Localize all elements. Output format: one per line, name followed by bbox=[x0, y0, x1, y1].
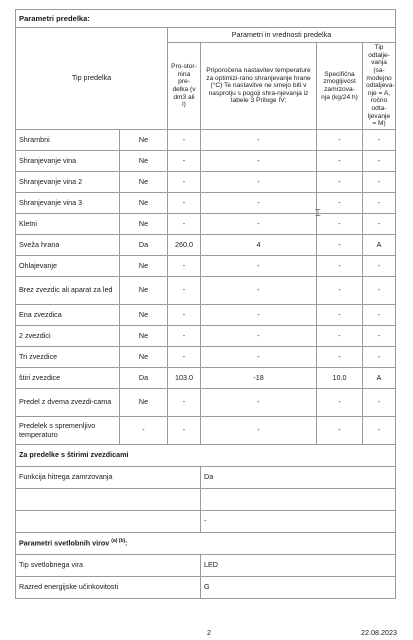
compartment-temperature: - bbox=[201, 151, 317, 172]
defrost-type-header: Tip odtalje-vanja (sa-modejno odtaljeva-nje = A, ročno odta-ljevanje = M) bbox=[363, 43, 396, 130]
compartment-temperature: -18 bbox=[201, 368, 317, 389]
table-row bbox=[16, 533, 396, 555]
compartment-name: Tri zvezdice bbox=[16, 347, 120, 368]
compartment-volume: - bbox=[168, 417, 201, 445]
compartment-name: Shranjevanje vina bbox=[16, 151, 120, 172]
compartment-defrost: - bbox=[363, 326, 396, 347]
table-row bbox=[16, 555, 396, 577]
table-row bbox=[16, 214, 396, 235]
light-type-value: LED bbox=[201, 555, 396, 577]
compartment-temperature: - bbox=[201, 305, 317, 326]
compartment-present: Ne bbox=[120, 389, 168, 417]
compartment-name: Kletni bbox=[16, 214, 120, 235]
table-row bbox=[16, 172, 396, 193]
params-values-header: Parametri in vrednosti predelka bbox=[168, 28, 396, 43]
compartment-present: Ne bbox=[120, 214, 168, 235]
freezing-capacity-header: Specifična zmogljivost zamrzova-nja (kg/24 h) bbox=[317, 43, 363, 130]
compartment-volume: 260.0 bbox=[168, 235, 201, 256]
table-row bbox=[16, 577, 396, 599]
blank-value-2: - bbox=[201, 511, 396, 533]
blank-label-2 bbox=[16, 511, 201, 533]
compartment-freezing-capacity: - bbox=[317, 347, 363, 368]
compartment-temperature: - bbox=[201, 326, 317, 347]
table-row bbox=[16, 151, 396, 172]
compartment-temperature: - bbox=[201, 130, 317, 151]
blank-label bbox=[16, 489, 201, 511]
compartment-present: Ne bbox=[120, 277, 168, 305]
compartment-type-header: Tip predelka bbox=[16, 28, 168, 130]
volume-header: Pro-stor-nina pre-delka (v dm3 ali l) bbox=[168, 43, 201, 130]
compartment-defrost: - bbox=[363, 347, 396, 368]
compartment-name: Shranjevanje vina 3 bbox=[16, 193, 120, 214]
compartment-freezing-capacity: - bbox=[317, 151, 363, 172]
compartment-defrost: - bbox=[363, 130, 396, 151]
text-cursor-icon: ⌶ bbox=[315, 208, 321, 219]
compartment-defrost: A bbox=[363, 368, 396, 389]
compartment-volume: - bbox=[168, 256, 201, 277]
compartment-defrost: - bbox=[363, 172, 396, 193]
table-row bbox=[16, 256, 396, 277]
compartment-volume: - bbox=[168, 326, 201, 347]
table-row bbox=[16, 326, 396, 347]
compartment-name: Ena zvezdica bbox=[16, 305, 120, 326]
compartment-volume: - bbox=[168, 172, 201, 193]
compartment-volume: - bbox=[168, 214, 201, 235]
table-row bbox=[16, 305, 396, 326]
compartment-volume: - bbox=[168, 305, 201, 326]
compartment-params-title: Parametri predelka: bbox=[16, 10, 396, 28]
table-row bbox=[16, 235, 396, 256]
compartment-freezing-capacity: - bbox=[317, 193, 363, 214]
compartment-present: Ne bbox=[120, 193, 168, 214]
compartment-volume: - bbox=[168, 130, 201, 151]
compartment-present: Ne bbox=[120, 256, 168, 277]
compartment-present: Ne bbox=[120, 151, 168, 172]
compartment-temperature: - bbox=[201, 172, 317, 193]
footnote-marks: (a) (b) bbox=[111, 538, 126, 545]
compartment-name: Predel z dvema zvezdi-cama bbox=[16, 389, 120, 417]
compartment-name: Sveža hrana bbox=[16, 235, 120, 256]
compartment-present: Ne bbox=[120, 172, 168, 193]
compartment-temperature: - bbox=[201, 417, 317, 445]
table-row bbox=[16, 511, 396, 533]
table-row bbox=[16, 277, 396, 305]
compartment-present: Ne bbox=[120, 347, 168, 368]
table-row bbox=[16, 193, 396, 214]
table-row bbox=[16, 467, 396, 489]
compartment-defrost: - bbox=[363, 193, 396, 214]
compartment-freezing-capacity: - bbox=[317, 256, 363, 277]
energy-class-label: Razred energijske učinkovitosti bbox=[16, 577, 201, 599]
table-row bbox=[16, 347, 396, 368]
compartment-defrost: - bbox=[363, 214, 396, 235]
compartment-present: Ne bbox=[120, 326, 168, 347]
table-row bbox=[16, 489, 396, 511]
table-row bbox=[16, 130, 396, 151]
compartment-freezing-capacity: - bbox=[317, 235, 363, 256]
compartment-freezing-capacity: - bbox=[317, 214, 363, 235]
compartment-present: Da bbox=[120, 235, 168, 256]
compartment-temperature: 4 bbox=[201, 235, 317, 256]
product-parameters-table bbox=[15, 9, 396, 599]
compartment-freezing-capacity: - bbox=[317, 389, 363, 417]
compartment-defrost: - bbox=[363, 256, 396, 277]
page-number: 2 bbox=[207, 628, 211, 637]
compartment-temperature: - bbox=[201, 214, 317, 235]
compartment-volume: - bbox=[168, 347, 201, 368]
compartment-present: - bbox=[120, 417, 168, 445]
blank-value bbox=[201, 489, 396, 511]
document-date: 22.08.2023 bbox=[361, 628, 397, 637]
compartment-temperature: - bbox=[201, 256, 317, 277]
compartment-temperature: - bbox=[201, 193, 317, 214]
compartment-temperature: - bbox=[201, 347, 317, 368]
compartment-freezing-capacity: - bbox=[317, 277, 363, 305]
compartment-freezing-capacity: - bbox=[317, 417, 363, 445]
table-row bbox=[16, 417, 396, 445]
compartment-freezing-capacity: - bbox=[317, 172, 363, 193]
table-row bbox=[16, 445, 396, 467]
compartment-freezing-capacity: - bbox=[317, 130, 363, 151]
table-row bbox=[16, 389, 396, 417]
compartment-name: Predelek s spremenljivo temperaturo bbox=[16, 417, 120, 445]
energy-class-value: G bbox=[201, 577, 396, 599]
compartment-defrost: - bbox=[363, 389, 396, 417]
compartment-defrost: - bbox=[363, 417, 396, 445]
compartment-freezing-capacity: - bbox=[317, 326, 363, 347]
compartment-name: Shranjevanje vina 2 bbox=[16, 172, 120, 193]
fast-freeze-label: Funkcija hitrega zamrzovanja bbox=[16, 467, 201, 489]
compartment-name: štiri zvezdice bbox=[16, 368, 120, 389]
compartment-temperature: - bbox=[201, 389, 317, 417]
compartment-volume: - bbox=[168, 193, 201, 214]
compartment-name: Brez zvezdic ali aparat za led bbox=[16, 277, 120, 305]
four-star-section-title: Za predelke s štirimi zvezdicami bbox=[16, 445, 396, 467]
compartment-defrost: - bbox=[363, 305, 396, 326]
compartment-present: Ne bbox=[120, 305, 168, 326]
compartment-defrost: A bbox=[363, 235, 396, 256]
compartment-present: Da bbox=[120, 368, 168, 389]
colon: : bbox=[125, 538, 128, 548]
compartment-volume: - bbox=[168, 389, 201, 417]
compartment-freezing-capacity: - bbox=[317, 305, 363, 326]
table-row bbox=[16, 368, 396, 389]
compartment-freezing-capacity: 10.0 bbox=[317, 368, 363, 389]
compartment-volume: - bbox=[168, 277, 201, 305]
compartment-temperature: - bbox=[201, 277, 317, 305]
compartment-defrost: - bbox=[363, 151, 396, 172]
compartment-volume: 103.0 bbox=[168, 368, 201, 389]
compartment-name: Shrambni bbox=[16, 130, 120, 151]
compartment-present: Ne bbox=[120, 130, 168, 151]
compartment-volume: - bbox=[168, 151, 201, 172]
compartment-defrost: - bbox=[363, 277, 396, 305]
compartment-name: Ohlajevanje bbox=[16, 256, 120, 277]
light-type-label: Tip svetlobnega vira bbox=[16, 555, 201, 577]
light-source-section-title bbox=[16, 533, 396, 555]
compartment-name: 2 zvezdici bbox=[16, 326, 120, 347]
temperature-header: Priporočena nastavitev temperature za optimizi-rano shranjevanje hrane (°C) Te nastavitve ne smejo biti v nasprotju s pogoji shra-njevanja iz tabele 3 Priloge IV; bbox=[201, 43, 317, 130]
light-source-section-title-text: Parametri svetlobnih virov bbox=[19, 538, 110, 548]
fast-freeze-value: Da bbox=[201, 467, 396, 489]
